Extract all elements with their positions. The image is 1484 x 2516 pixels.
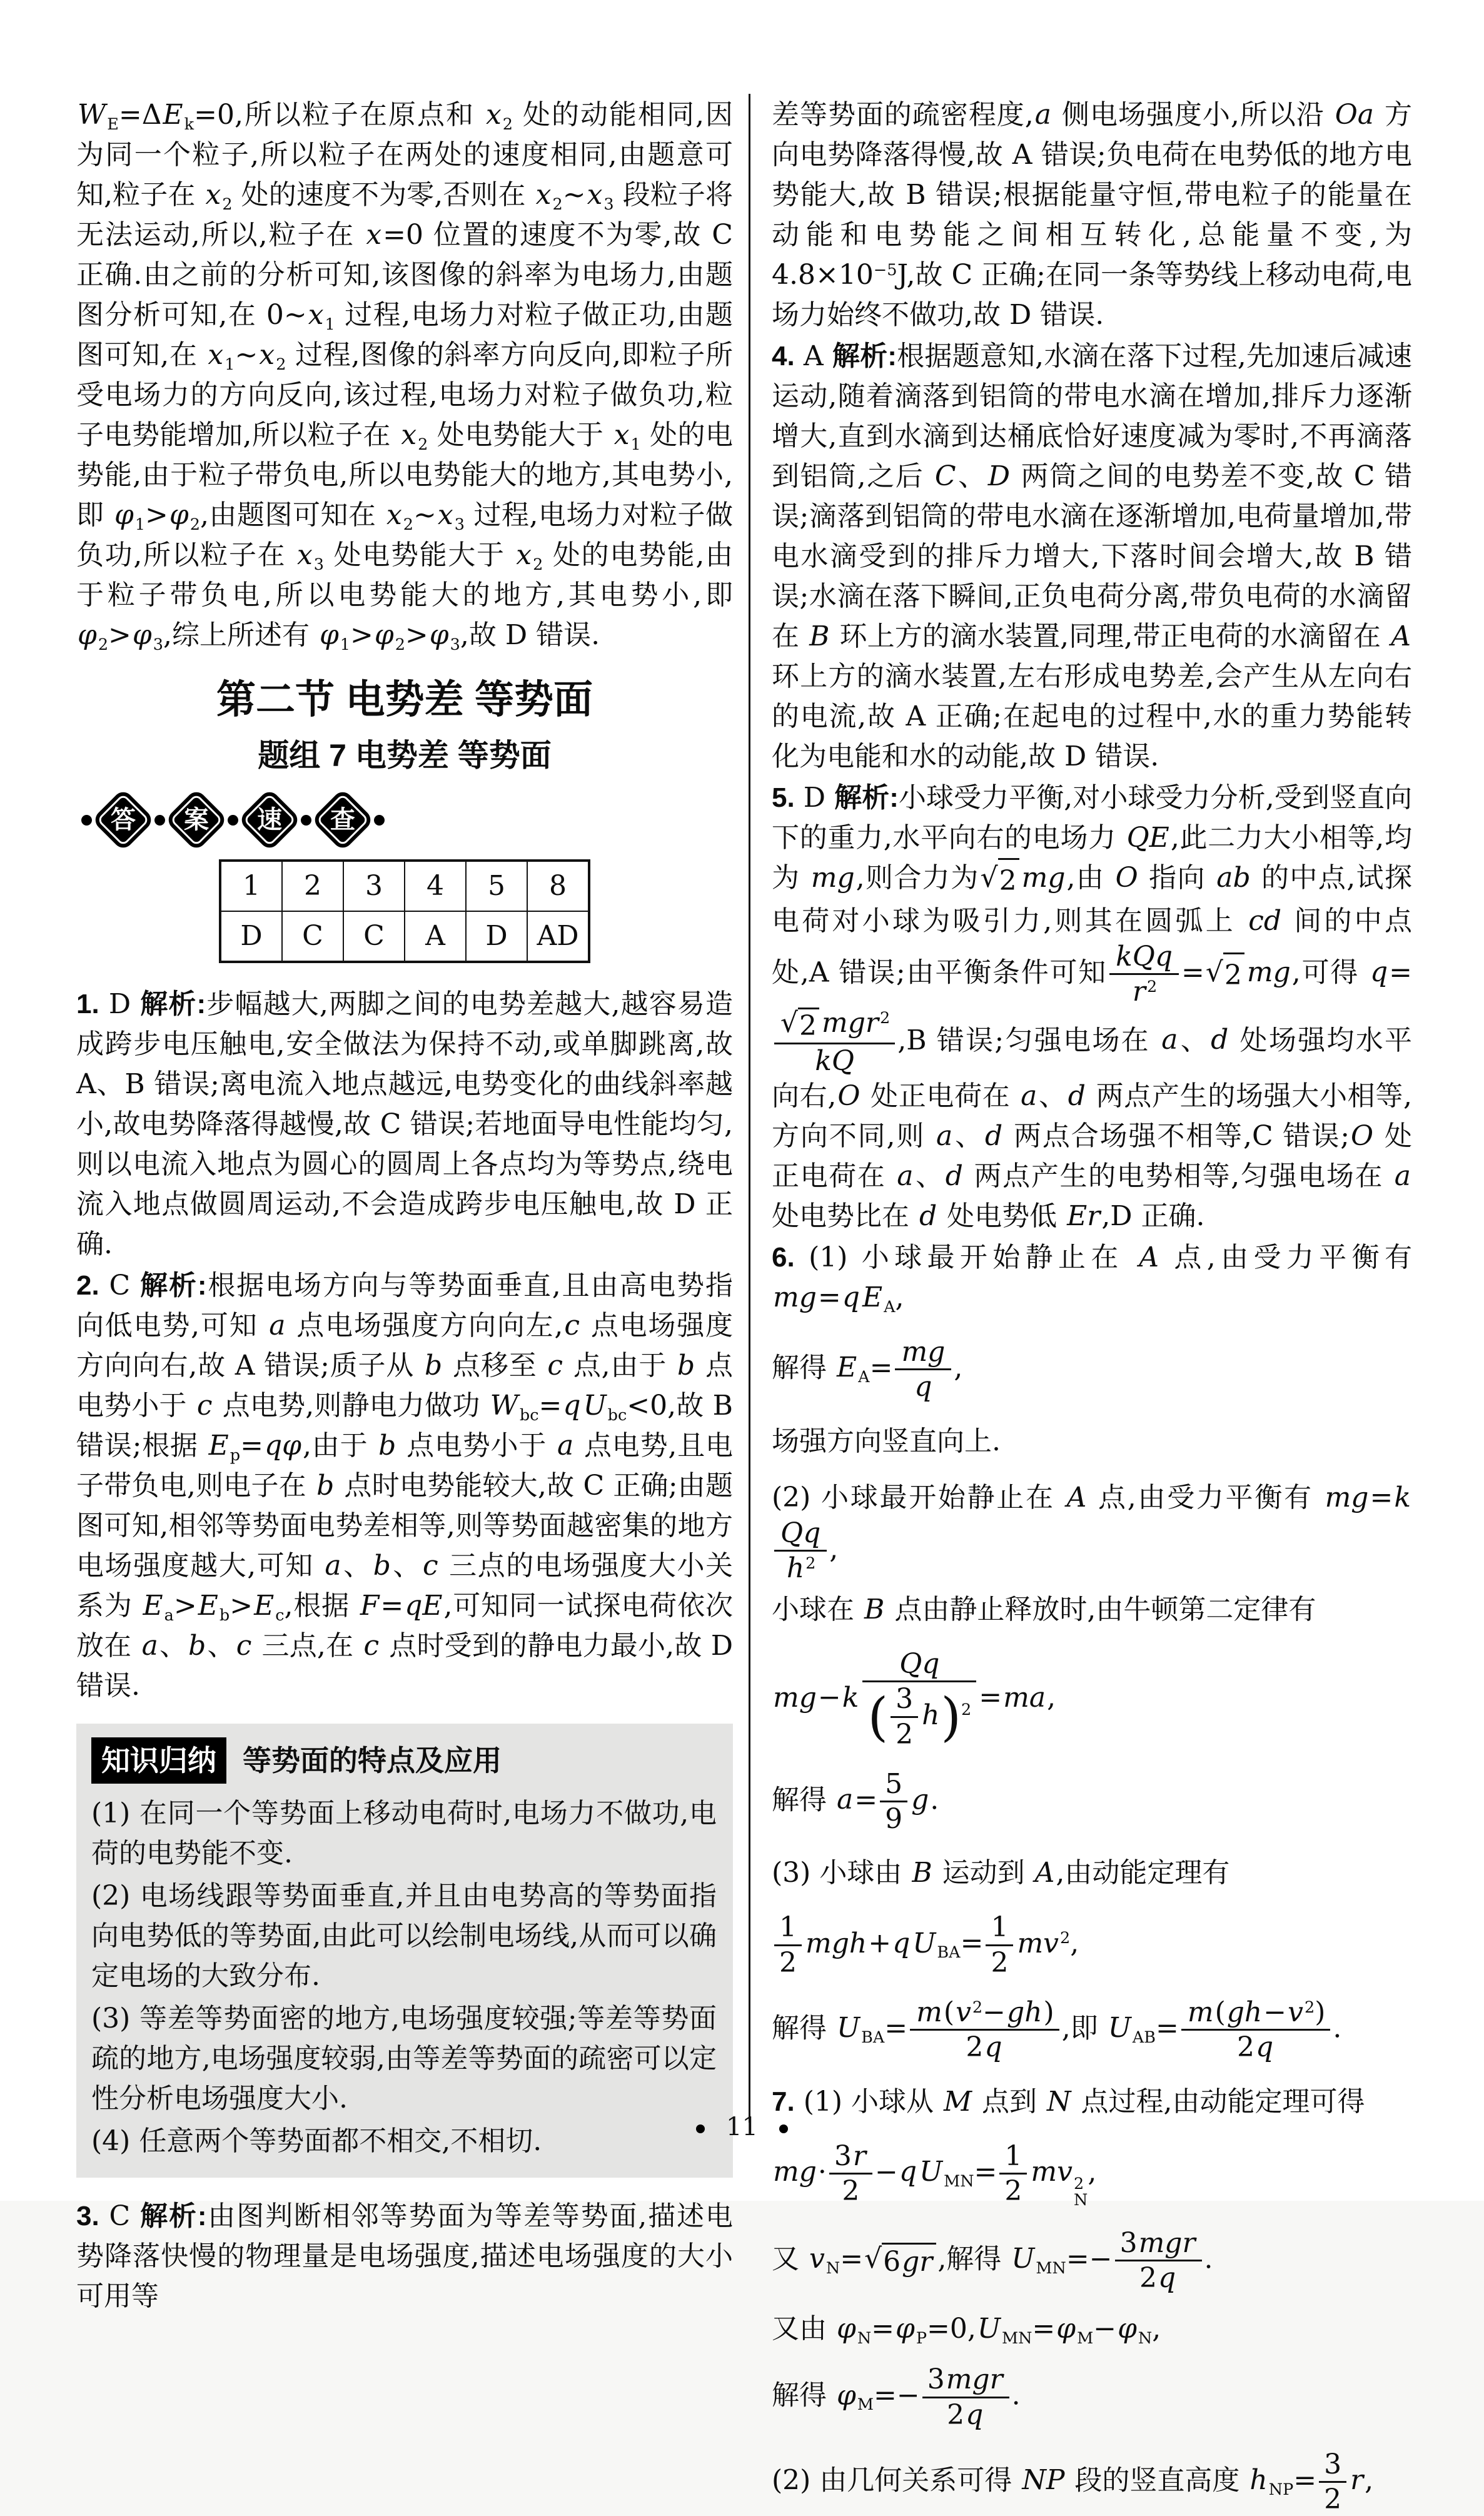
- knowledge-point-2: (2) 电场线跟等势面垂直,并且由电势高的等势面指向电势低的等势面,由此可以绘制电场线,从而可以确定电场的大致分布.: [91, 1880, 717, 1992]
- answer-item-5: 5. D 解析:小球受力平衡,对小球受力分析,受到竖直向下的重力,水平向右的电场力 QE,此二力大小相等,均为 mg,则合力为 √ 2 mg,由 O 指向 ab 的中点,试探电荷对小球为吸引力,则其在圆弧上 cd 间的中点处,A 错误;由平衡条件可知 $\frac{\text{kQq}}{r^2}$ = √ 2 mg,可得 q= √ 2 mgr$^2$ kQ ,B 错误;匀强电场在 a、d 处场强均水平向右,O 处正电荷在 a、d 两点产生的场强大小相等,方向不同,则 a、d 两点合场强不相等,C 错误;O 处正电荷在 a、d 两点产生的电势相等,匀强电场在 a 处电势比在 d 处电势低 Er,D 正确.: [772, 782, 1413, 1233]
- table-header-cell: 2: [282, 861, 343, 911]
- section-title: 第二节 电势差 等势面: [216, 678, 593, 722]
- badge-dot: [228, 815, 238, 826]
- footer-dot: [779, 2124, 788, 2133]
- badge-char: 查: [330, 806, 355, 834]
- left-column: [76, 95, 733, 2318]
- badge-dot: [154, 815, 165, 826]
- table-header-cell: 1: [220, 861, 282, 911]
- column-divider: [749, 94, 750, 2123]
- table-answer-cell: D: [220, 911, 282, 962]
- answer-table-answer-row: [220, 911, 589, 962]
- page-footer: [0, 2113, 1484, 2141]
- badge-dot: [81, 815, 92, 826]
- badge-diamond: [91, 788, 155, 852]
- answer-quick-check-badge: [76, 792, 733, 848]
- item-6-equation-1: 解得 $E_A=$ $\frac{mg}{q}$ ,: [772, 1336, 963, 1403]
- item-6-newton-law-line: 小球在 B 点由静止释放时,由牛顿第二定律有: [772, 1594, 1316, 1626]
- answer-table-header-row: [220, 861, 589, 911]
- item-7-equation-4: 解得 $\varphi_M=-$ $\frac{\text{3mgr}}{2q}$ .: [772, 2363, 1021, 2431]
- item-6-equation-4: $\frac{1}{2}$ $mgh+qU_{BA}=$ $\frac{1}{2}$ $mv^2$,: [772, 1912, 1412, 1978]
- item-7-equation-1: mg· $\frac{3r}{2}$ $-qU_{MN}=$ $\frac{1}{2}$ mv 2 N ,: [773, 2140, 1097, 2210]
- badge-char: 答: [111, 806, 136, 834]
- table-header-cell: 4: [405, 861, 466, 911]
- badge-diamond: [311, 788, 375, 852]
- table-answer-cell: AD: [527, 911, 589, 962]
- footer-dot: [696, 2124, 705, 2133]
- item-6-equation-3: 解得 a= $\frac{5}{9}$ g.: [772, 1767, 939, 1836]
- table-answer-cell: D: [466, 911, 527, 962]
- badge-diamond: [164, 788, 228, 852]
- answer-item-7: [772, 2082, 1412, 2515]
- answer-item-2: 2. C 解析:根据电场方向与等势面垂直,且由高电势指向低电势,可知 a 点电场强度方向向左,c 点电场强度方向向右,故 A 错误;质子从 b 点移至 c 点,由于 b 点电势小于 c 点电势,则静电力做功 $W_{bc}=qU_{bc}<0$,故 B 错误;根据 $E_p=q\varphi$,由于 b 点电势小于 a 点电势,且电子带负电,则电子在 b 点时电势能较大,故 C 正确;由题图可知,相邻等势面电势差相等,则等势面越密集的地方电场强度越大,可知 a、b、c 三点的电场强度大小关系为 $E_a>E_b>E_c$,根据 F=qE,可知同一试探电荷依次放在 a、b、c 三点,在 c 点时受到的静电力最小,故 D 错误.: [76, 1270, 734, 1702]
- answer-item-1: 1. D 解析:步幅越大,两脚之间的电势差越大,越容易造成跨步电压触电,安全做法为保持不动,或单脚跳离,故 A、B 错误;离电流入地点越远,电势变化的曲线斜率越小,故电势降落得越慢,故 C 错误;若地面导电性能均匀,则以电流入地点为圆心的圆周上各点均为等势点,绕电流入地点做圆周运动,不会造成跨步电压触电,故 D 正确.: [76, 988, 733, 1260]
- table-header-cell: 3: [343, 861, 405, 911]
- table-header-cell: 5: [466, 861, 527, 911]
- item-6-equation-2: mg−k Qq ( $\frac{3}{2}$ h)$^2$ =ma,: [773, 1648, 1056, 1751]
- continuation-paragraph: $W_E=\Delta E_k=0$,所以粒子在原点和 $x_2$ 处的动能相同,因为同一个粒子,所以粒子在两处的速度相同,由题意可知,粒子在 $x_2$ 处的速度不为零,否则在 $x_2\sim x_3$ 段粒子将无法运动,所以,粒子在 x=0 位置的速度不为零,故 C 正确.由之前的分析可知,该图像的斜率为电场力,由题图分析可知,在 $0\sim x_1$ 过程,电场力对粒子做正功,由题图可知,在 $x_1\sim x_2$ 过程,图像的斜率方向反向,即粒子所受电场力的方向反向,该过程,电场力对粒子做负功,粒子电势能增加,所以粒子在 $x_2$ 处电势能大于 $x_1$ 处的电势能,由于粒子带负电,所以电势能大的地方,其电势小,即 $\varphi_1>\varphi_2$,由题图可知在 $x_2\sim x_3$ 过程,电场力对粒子做负功,所以粒子在 $x_3$ 处电势能大于 $x_2$ 处的电势能,由于粒子带负电,所以电势能大的地方,其电势小,即 $\varphi_2>\varphi_3$,综上所述有 $\varphi_1>\varphi_2>\varphi_3$,故 D 错误.: [76, 99, 733, 654]
- badge-dot: [301, 815, 311, 826]
- item-6-part-1: 6. (1) 小球最开始静止在 A 点,由受力平衡有 $mg=qE_A$,: [772, 1241, 1412, 1316]
- badge-char: 速: [257, 806, 282, 834]
- badge-dot: [374, 815, 385, 826]
- item-7-equation-2: 又 $v_N=$ √ 6gr ,解得 $U_{MN}=-$ $\frac{\text{3mgr}}{2q}$ .: [772, 2227, 1213, 2295]
- page-number: 11: [726, 2113, 758, 2141]
- knowledge-box-header: [91, 1737, 717, 1784]
- knowledge-box-label: 知识归纳: [91, 1737, 226, 1784]
- answer-item-4: 4. A 解析:根据题意知,水滴在落下过程,先加速后减速运动,随着滴落到铝筒的带电水滴在增加,排斥力逐渐增大,直到水滴到达桶底恰好速度减为零时,不再滴落到铝筒,之后 C、D 两筒之间的电势差不变,故 C 错误;滴落到铝筒的带电水滴在逐渐增加,电荷量增加,带电水滴受到的排斥力增大,下落时间会增大,故 B 错误;水滴在落下瞬间,正负电荷分离,带负电荷的水滴留在 B 环上方的滴水装置,同理,带正电荷的水滴留在 A 环上方的滴水装置,左右形成电势差,会产生从左向右的电流,故 A 正确;在起电的过程中,水的重力势能转化为电能和水的动能,故 D 错误.: [772, 340, 1412, 772]
- right-column: [772, 95, 1412, 2516]
- badge-diamond: [238, 788, 301, 852]
- item-7-equation-3: 又由 $\varphi_N=\varphi_P=0,U_{MN}=\varphi_M-\varphi_N$,: [772, 2312, 1161, 2348]
- item-6-part-3: (3) 小球由 B 运动到 A,由动能定理有: [772, 1857, 1230, 1889]
- table-answer-cell: C: [343, 911, 405, 962]
- knowledge-point-4: (4) 任意两个等势面都不相交,不相切.: [91, 2125, 542, 2157]
- item-6-equation-5: 解得 $U_{BA}=$ $\frac{m(v^2-gh)}{2q}$ ,即 $U_{AB}=$ $\frac{m(gh-v^2)}{2q}$ .: [772, 1996, 1342, 2064]
- table-header-cell: 8: [527, 861, 589, 911]
- knowledge-summary-box: [76, 1724, 733, 2178]
- knowledge-box-title: 等势面的特点及应用: [243, 1744, 502, 1777]
- item-7-part-1: 7. (1) 小球从 M 点到 N 点过程,由动能定理可得: [772, 2085, 1365, 2118]
- group-title: 题组 7 电势差 等势面: [258, 738, 552, 773]
- item-3-continuation: 差等势面的疏密程度,a 侧电场强度小,所以沿 Oa 方向电势降落得慢,故 A 错误;负电荷在电势低的地方电势能大,故 B 错误;根据能量守恒,带电粒子的能量在动能和电势能之间相互转化,总能量不变,为 $4.8\times 10^{-5}J$,故 C 正确;在同一条等势线上移动电荷,电场力始终不做功,故 D 错误.: [772, 99, 1412, 331]
- item-6-field-direction: 场强方向竖直向上.: [772, 1425, 1001, 1457]
- table-answer-cell: C: [282, 911, 343, 962]
- answer-item-3: 3. C 解析:由图判断相邻等势面为等差等势面,描述电势降落快慢的物理量是电场强度,描述电场强度的大小可用等: [76, 2200, 734, 2312]
- answer-table: [219, 859, 590, 963]
- item-7-part-2: (2) 由几何关系可得 NP 段的竖直高度 $h_{NP}=$ $\frac{3}{2}$ r,: [772, 2448, 1374, 2516]
- answer-item-6: [772, 1238, 1412, 2063]
- table-answer-cell: A: [405, 911, 466, 962]
- item-6-part-2: (2) 小球最开始静止在 A 点,由受力平衡有 mg=k $\frac{Qq}{h^2}$ ,: [772, 1481, 1411, 1584]
- knowledge-point-3: (3) 等差等势面密的地方,电场强度较强;等差等势面疏的地方,电场强度较弱,由等差等势面的疏密可以定性分析电场强度大小.: [91, 2003, 717, 2114]
- badge-char: 案: [184, 806, 209, 834]
- knowledge-point-1: (1) 在同一个等势面上移动电荷时,电场力不做功,电荷的电势能不变.: [91, 1797, 717, 1869]
